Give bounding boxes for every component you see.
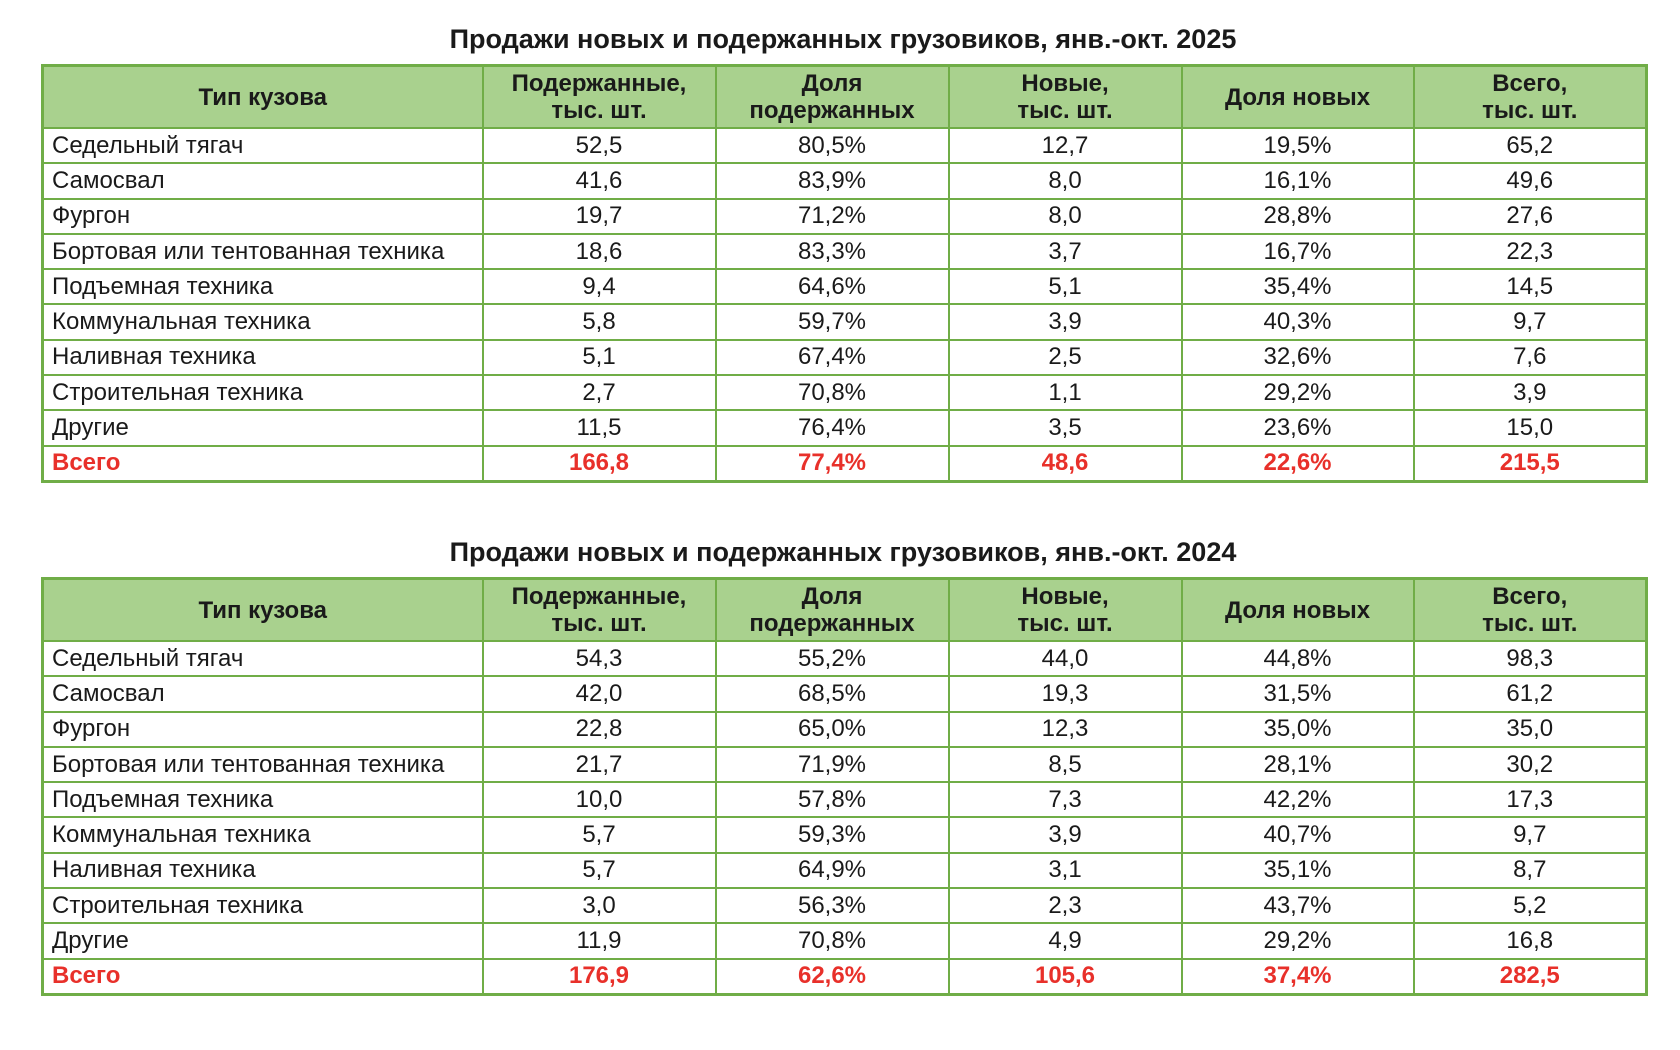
cell-new: 3,1 <box>949 853 1182 888</box>
cell-new-share: 29,2% <box>1182 375 1414 410</box>
header-new <box>949 66 1182 129</box>
cell-new: 3,7 <box>949 234 1182 269</box>
table-header-row <box>43 579 1647 642</box>
header-body-type <box>43 66 483 129</box>
cell-body-type: Строительная техника <box>43 375 483 410</box>
cell-used-share: 71,2% <box>716 199 949 234</box>
total-cell-total: 215,5 <box>1414 446 1647 482</box>
cell-used: 52,5 <box>483 128 716 163</box>
cell-body-type: Подъемная техника <box>43 269 483 304</box>
cell-used: 9,4 <box>483 269 716 304</box>
cell-used: 5,8 <box>483 304 716 339</box>
cell-total: 3,9 <box>1414 375 1647 410</box>
header-total <box>1414 66 1647 129</box>
header-line: Доля <box>801 70 863 97</box>
cell-new: 2,3 <box>949 888 1182 923</box>
header-line: Доля <box>801 583 863 610</box>
cell-used-share: 57,8% <box>716 782 949 817</box>
sales-table-2025-block <box>41 14 1645 483</box>
table-header-row <box>43 66 1647 129</box>
cell-new-share: 42,2% <box>1182 782 1414 817</box>
table-title: Продажи новых и подержанных грузовиков, янв.-окт. 2024 <box>449 537 1237 567</box>
cell-used-share: 67,4% <box>716 340 949 375</box>
header-line: Подержанные, <box>511 70 687 97</box>
cell-new: 8,0 <box>949 163 1182 198</box>
header-new-share <box>1182 66 1414 129</box>
table-row <box>43 888 1647 923</box>
header-line: Подержанные, <box>511 583 687 610</box>
header-line: тыс. шт. <box>551 97 647 124</box>
cell-new-share: 35,4% <box>1182 269 1414 304</box>
cell-new: 8,5 <box>949 747 1182 782</box>
table-row <box>43 234 1647 269</box>
cell-body-type: Седельный тягач <box>43 641 483 676</box>
cell-used-share: 76,4% <box>716 410 949 445</box>
table-row <box>43 128 1647 163</box>
cell-new: 5,1 <box>949 269 1182 304</box>
total-cell-used-share: 62,6% <box>716 959 949 995</box>
header-total <box>1414 579 1647 642</box>
cell-new-share: 16,7% <box>1182 234 1414 269</box>
cell-used-share: 59,7% <box>716 304 949 339</box>
sales-table-2024 <box>41 577 1648 996</box>
cell-total: 16,8 <box>1414 923 1647 958</box>
total-row <box>43 959 1647 995</box>
cell-body-type: Другие <box>43 923 483 958</box>
total-cell-new-share: 37,4% <box>1182 959 1414 995</box>
cell-used: 5,7 <box>483 817 716 852</box>
cell-total: 9,7 <box>1414 304 1647 339</box>
cell-used-share: 64,9% <box>716 853 949 888</box>
cell-new: 1,1 <box>949 375 1182 410</box>
cell-used: 54,3 <box>483 641 716 676</box>
total-cell-body-type: Всего <box>43 446 483 482</box>
total-cell-used-share: 77,4% <box>716 446 949 482</box>
cell-total: 9,7 <box>1414 817 1647 852</box>
cell-new: 12,3 <box>949 712 1182 747</box>
table-row <box>43 712 1647 747</box>
cell-body-type: Самосвал <box>43 676 483 711</box>
header-line: Тип кузова <box>198 83 327 111</box>
header-body-type <box>43 579 483 642</box>
header-line: Всего, <box>1492 583 1568 610</box>
cell-used: 18,6 <box>483 234 716 269</box>
cell-used-share: 68,5% <box>716 676 949 711</box>
cell-new-share: 28,8% <box>1182 199 1414 234</box>
cell-new-share: 43,7% <box>1182 888 1414 923</box>
total-cell-total: 282,5 <box>1414 959 1647 995</box>
cell-used: 2,7 <box>483 375 716 410</box>
cell-new-share: 19,5% <box>1182 128 1414 163</box>
table-row <box>43 269 1647 304</box>
cell-used-share: 55,2% <box>716 641 949 676</box>
cell-new-share: 35,0% <box>1182 712 1414 747</box>
header-used-share <box>716 579 949 642</box>
cell-body-type: Другие <box>43 410 483 445</box>
table-row <box>43 853 1647 888</box>
cell-new: 2,5 <box>949 340 1182 375</box>
header-line: тыс. шт. <box>1482 97 1578 124</box>
total-cell-used: 176,9 <box>483 959 716 995</box>
table-row <box>43 782 1647 817</box>
cell-new-share: 40,7% <box>1182 817 1414 852</box>
cell-total: 27,6 <box>1414 199 1647 234</box>
table-row <box>43 163 1647 198</box>
table-row <box>43 340 1647 375</box>
header-line: тыс. шт. <box>1482 610 1578 637</box>
cell-body-type: Бортовая или тентованная техника <box>43 234 483 269</box>
cell-new-share: 44,8% <box>1182 641 1414 676</box>
header-new-share <box>1182 579 1414 642</box>
cell-new-share: 32,6% <box>1182 340 1414 375</box>
header-line: Доля новых <box>1224 83 1371 111</box>
table-row <box>43 375 1647 410</box>
cell-body-type: Седельный тягач <box>43 128 483 163</box>
cell-body-type: Коммунальная техника <box>43 304 483 339</box>
total-cell-new: 105,6 <box>949 959 1182 995</box>
cell-total: 5,2 <box>1414 888 1647 923</box>
cell-body-type: Самосвал <box>43 163 483 198</box>
cell-used-share: 64,6% <box>716 269 949 304</box>
table-row <box>43 817 1647 852</box>
cell-used: 11,9 <box>483 923 716 958</box>
header-used <box>483 66 716 129</box>
cell-used-share: 59,3% <box>716 817 949 852</box>
cell-body-type: Наливная техника <box>43 853 483 888</box>
cell-used-share: 70,8% <box>716 375 949 410</box>
cell-new: 8,0 <box>949 199 1182 234</box>
cell-used-share: 71,9% <box>716 747 949 782</box>
cell-new-share: 23,6% <box>1182 410 1414 445</box>
cell-body-type: Фургон <box>43 712 483 747</box>
table-row <box>43 747 1647 782</box>
cell-body-type: Бортовая или тентованная техника <box>43 747 483 782</box>
cell-body-type: Подъемная техника <box>43 782 483 817</box>
cell-total: 35,0 <box>1414 712 1647 747</box>
header-line: тыс. шт. <box>1017 610 1113 637</box>
total-cell-new: 48,6 <box>949 446 1182 482</box>
cell-used-share: 83,9% <box>716 163 949 198</box>
cell-total: 17,3 <box>1414 782 1647 817</box>
cell-new: 7,3 <box>949 782 1182 817</box>
cell-new-share: 35,1% <box>1182 853 1414 888</box>
total-cell-used: 166,8 <box>483 446 716 482</box>
cell-total: 22,3 <box>1414 234 1647 269</box>
cell-new: 19,3 <box>949 676 1182 711</box>
cell-total: 14,5 <box>1414 269 1647 304</box>
cell-body-type: Строительная техника <box>43 888 483 923</box>
table-row <box>43 641 1647 676</box>
cell-new: 3,5 <box>949 410 1182 445</box>
sales-table-2024-block <box>41 527 1645 996</box>
total-row <box>43 446 1647 482</box>
cell-used-share: 65,0% <box>716 712 949 747</box>
cell-new: 4,9 <box>949 923 1182 958</box>
header-line: Тип кузова <box>198 596 327 624</box>
cell-new: 3,9 <box>949 817 1182 852</box>
cell-used: 10,0 <box>483 782 716 817</box>
header-line: подержанных <box>749 97 915 124</box>
cell-body-type: Фургон <box>43 199 483 234</box>
header-line: тыс. шт. <box>551 610 647 637</box>
table-row <box>43 410 1647 445</box>
total-cell-new-share: 22,6% <box>1182 446 1414 482</box>
cell-total: 49,6 <box>1414 163 1647 198</box>
cell-used-share: 70,8% <box>716 923 949 958</box>
table-row <box>43 199 1647 234</box>
total-cell-body-type: Всего <box>43 959 483 995</box>
cell-new-share: 29,2% <box>1182 923 1414 958</box>
cell-body-type: Коммунальная техника <box>43 817 483 852</box>
cell-used: 41,6 <box>483 163 716 198</box>
header-line: Новые, <box>1021 70 1109 97</box>
header-line: Новые, <box>1021 583 1109 610</box>
header-line: тыс. шт. <box>1017 97 1113 124</box>
table-title: Продажи новых и подержанных грузовиков, янв.-окт. 2025 <box>449 24 1237 54</box>
cell-used: 21,7 <box>483 747 716 782</box>
cell-used: 11,5 <box>483 410 716 445</box>
cell-total: 30,2 <box>1414 747 1647 782</box>
cell-total: 65,2 <box>1414 128 1647 163</box>
cell-new: 3,9 <box>949 304 1182 339</box>
cell-total: 7,6 <box>1414 340 1647 375</box>
cell-new-share: 40,3% <box>1182 304 1414 339</box>
cell-used: 19,7 <box>483 199 716 234</box>
header-new <box>949 579 1182 642</box>
sales-table-2025 <box>41 64 1648 483</box>
table-row <box>43 676 1647 711</box>
header-line: подержанных <box>749 610 915 637</box>
cell-used-share: 56,3% <box>716 888 949 923</box>
cell-used: 5,1 <box>483 340 716 375</box>
cell-new: 12,7 <box>949 128 1182 163</box>
table-row <box>43 304 1647 339</box>
cell-new-share: 28,1% <box>1182 747 1414 782</box>
cell-used: 22,8 <box>483 712 716 747</box>
header-used <box>483 579 716 642</box>
header-used-share <box>716 66 949 129</box>
cell-new-share: 16,1% <box>1182 163 1414 198</box>
cell-total: 61,2 <box>1414 676 1647 711</box>
table-row <box>43 923 1647 958</box>
cell-body-type: Наливная техника <box>43 340 483 375</box>
cell-total: 98,3 <box>1414 641 1647 676</box>
cell-used-share: 80,5% <box>716 128 949 163</box>
cell-total: 8,7 <box>1414 853 1647 888</box>
cell-used: 42,0 <box>483 676 716 711</box>
cell-total: 15,0 <box>1414 410 1647 445</box>
header-line: Доля новых <box>1224 596 1371 624</box>
cell-used-share: 83,3% <box>716 234 949 269</box>
cell-new-share: 31,5% <box>1182 676 1414 711</box>
cell-used: 3,0 <box>483 888 716 923</box>
header-line: Всего, <box>1492 70 1568 97</box>
cell-new: 44,0 <box>949 641 1182 676</box>
cell-used: 5,7 <box>483 853 716 888</box>
